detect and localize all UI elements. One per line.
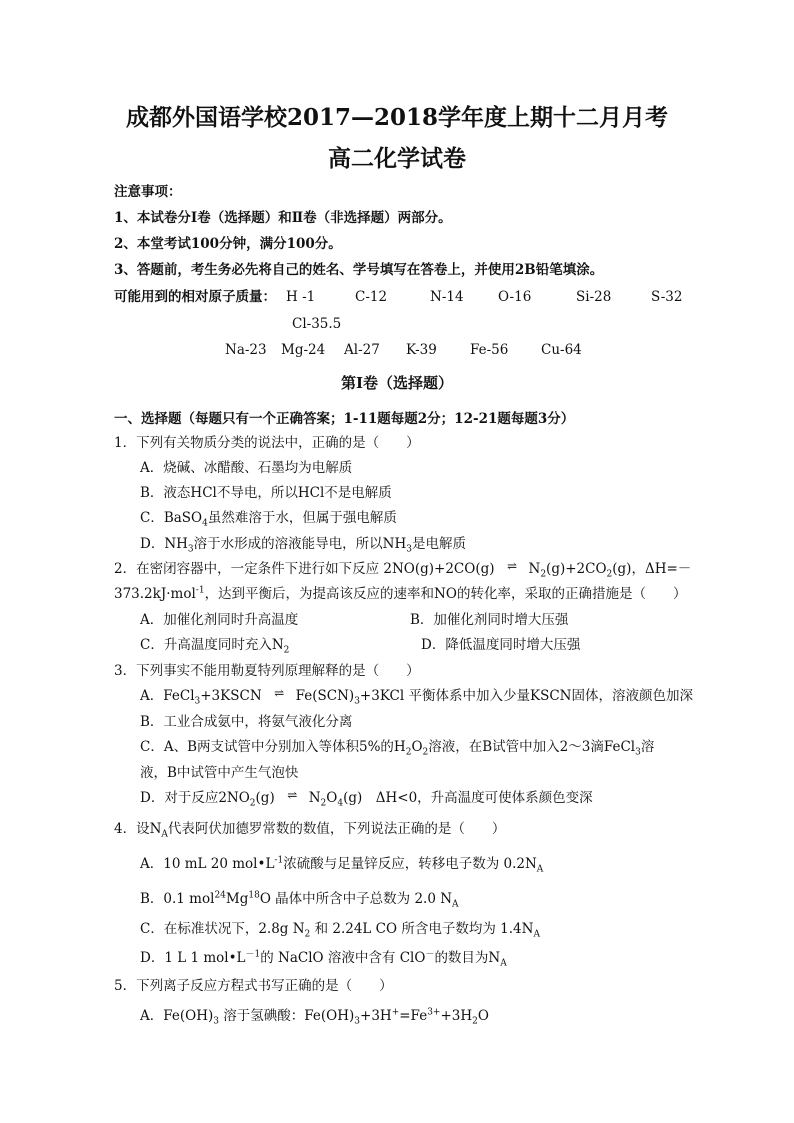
q3-stem: 3．下列事实不能用勒夏特列原理解释的是（ ） xyxy=(114,663,420,679)
exam-title: 成都外国语学校2017—2018学年度上期十二月月考 xyxy=(125,104,669,131)
mass-si: Si-28 xyxy=(576,289,612,305)
q3-option-a: A．FeCl$_3$+3KSCN ⇌ $Fe(SCN)_3+3KCl$ 平衡体系中加入少量KSCN固体，溶液颜色加深 xyxy=(140,686,693,707)
q1-option-d: D．$NH_3$溶于水形成的溶液能导电，所以$NH_3$是电解质 xyxy=(140,536,466,555)
note-item-3: 3、答题前，考生务必先将自己的姓名、学号填写在答卷上，并使用2B铅笔填涂。 xyxy=(114,262,604,278)
q4-option-d: D．1 L 1 $mol•L^{-1}$的 NaClO 溶液中含有 ClO－的数目为$N_A$ xyxy=(140,949,507,969)
q1-option-b: B．液态HCl不导电，所以HCl不是电解质 xyxy=(140,485,392,501)
mass-cu: Cu-64 xyxy=(541,342,582,358)
mass-k: K-39 xyxy=(406,342,437,358)
mass-na: Na-23 xyxy=(225,342,267,358)
mass-s: S-32 xyxy=(651,289,683,305)
q4-stem: 4．设$N_A$代表阿伏加德罗常数的数值，下列说法正确的是（ ） xyxy=(114,821,506,840)
mass-al: Al-27 xyxy=(344,342,380,358)
q1-stem: 1．下列有关物质分类的说法中，正确的是（ ） xyxy=(114,435,420,451)
atomic-mass-row-3 xyxy=(225,341,605,359)
exam-subtitle: 高二化学试卷 xyxy=(328,145,466,172)
q2-stem: 2．在密闭容器中，一定条件下进行如下反应 2NO(g)+2CO(g) ⇌ $N_2(g)+2CO_2(g)$，ΔH=－ xyxy=(114,559,692,580)
q1-option-c: C．BaSO$_4$虽然难溶于水，但属于强电解质 xyxy=(140,510,397,529)
q3-option-d: D．对于反应$2NO_2(g)$ ⇌ $N_2O_4(g)$ ΔH<0，升高温度可使体系颜色变深 xyxy=(140,788,593,809)
note-item-2: 2、本堂考试100分钟，满分100分。 xyxy=(114,236,342,252)
mass-fe: Fe-56 xyxy=(470,342,509,358)
q2-option-a: A．加催化剂同时升高温度 xyxy=(140,612,299,628)
q2-stem-line-2: 373.2kJ·mol$^{-1}$，达到平衡后，为提高该反应的速率和NO的转化率，采取的正确措施是（ ） xyxy=(114,585,687,602)
q3-option-b: B．工业合成氨中，将氨气液化分离 xyxy=(140,714,353,730)
equilibrium-arrow-icon: ⇌ xyxy=(506,559,517,573)
q3-option-c: C．A、B两支试管中分别加入等体积5%的$H_2O_2$溶液，在B试管中加入2～3滴FeCl$_3$溶 xyxy=(140,739,655,758)
mass-h: H -1 xyxy=(286,289,316,305)
q1-option-a: A．烧碱、冰醋酸、石墨均为电解质 xyxy=(140,460,353,476)
q4-option-c: C．在标准状况下，2.8g $N_2$ 和 2.24L CO 所含电子数均为 $1.4N_A$ xyxy=(140,921,540,940)
section-heading: 一、选择题（每题只有一个正确答案；1-11题每题2分；12-21题每题3分） xyxy=(114,411,575,427)
q4-option-b: B．0.1 mol$^{24}$Mg$^{18}$O 晶体中所含中子总数为 2.0 $N_A$ xyxy=(140,890,459,910)
atomic-mass-row-1 xyxy=(114,288,683,306)
atomic-mass-label: 可能用到的相对原子质量： xyxy=(114,289,276,305)
q2-option-d: D．降低温度同时增大压强 xyxy=(421,637,581,653)
q5-option-a: A．$Fe(OH)_3$ 溶于氢碘酸：$Fe(OH)_3+3H^+=Fe^{3+}+3H_2O$ xyxy=(140,1007,489,1027)
q3-option-c-cont: 液，B中试管中产生气泡快 xyxy=(140,765,299,781)
equilibrium-arrow-icon: ⇌ xyxy=(287,788,297,802)
mass-cl: Cl-35.5 xyxy=(292,316,342,332)
equilibrium-arrow-icon: ⇌ xyxy=(274,686,284,700)
mass-mg: Mg-24 xyxy=(281,342,326,358)
q5-stem: 5．下列离子反应方程式书写正确的是（ ） xyxy=(114,978,393,994)
mass-n: N-14 xyxy=(430,289,464,305)
mass-o: O-16 xyxy=(498,289,532,305)
part-title: 第Ⅰ卷（选择题） xyxy=(340,374,454,392)
q2-option-c: C．升高温度同时充入$N_2$ xyxy=(140,637,290,656)
q2-option-b: B．加催化剂同时增大压强 xyxy=(410,612,569,628)
notes-heading: 注意事项： xyxy=(114,184,182,200)
mass-c: C-12 xyxy=(355,289,388,305)
note-item-1: 1、本试卷分Ⅰ卷（选择题）和Ⅱ卷（非选择题）两部分。 xyxy=(114,210,452,226)
q4-option-a: A．10 mL 20 $mol•L^{-1}$浓硫酸与足量锌反应，转移电子数为 $0.2N_A$ xyxy=(140,855,544,875)
